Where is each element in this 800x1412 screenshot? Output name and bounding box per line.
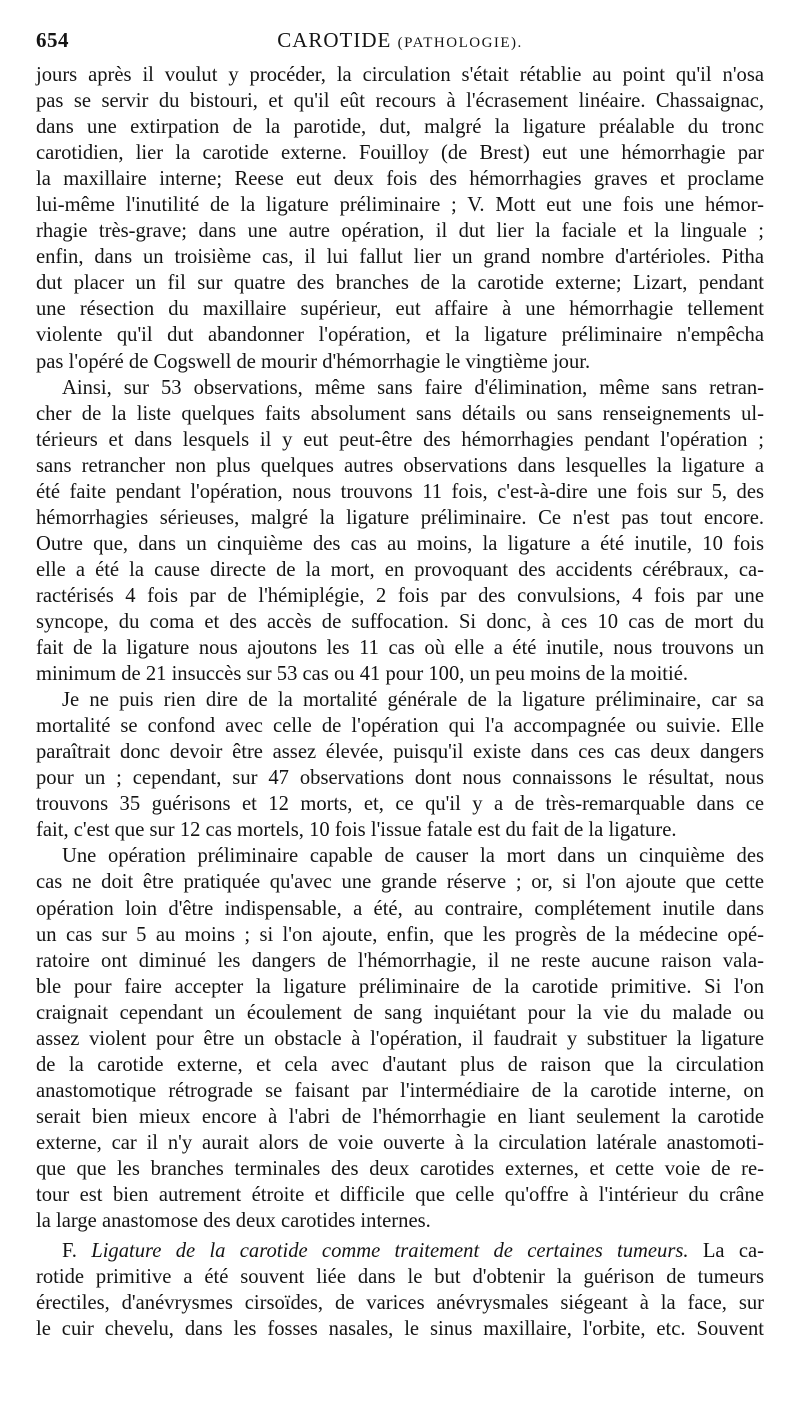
paragraph <box>36 375 764 688</box>
text-line: Une opération préliminaire capable de causer la mort dans un cinquième des <box>62 845 764 868</box>
text-line: pour un ; cependant, sur 47 observations dont nous connaissons le résultat, nous <box>36 767 764 790</box>
text-line: fait de la ligature nous ajoutons les 11 cas où elle a été inutile, nous trouvons un <box>36 637 764 660</box>
text-line: serait bien mieux encore à l'abri de l'hémorrhagie en liant seulement la carotide <box>36 1105 764 1128</box>
section-heading: Ligature de la carotide comme traitement de certaines tumeurs. <box>91 1240 689 1263</box>
text-line: de la carotide externe, et cela avec d'autant plus de raison que la circulation <box>36 1053 764 1076</box>
text-line: ble pour faire accepter la ligature préliminaire de la carotide primitive. Si l'on <box>36 975 764 998</box>
running-title <box>36 28 764 53</box>
paragraph <box>36 62 764 375</box>
text-line: la large anastomose des deux carotides internes. <box>36 1210 431 1233</box>
text-line: elle a été la cause directe de la mort, en provoquant des accidents cérébraux, ca- <box>36 558 764 581</box>
text-line: le cuir chevelu, dans les fosses nasales, le sinus maxillaire, l'orbite, etc. Souvent <box>36 1318 764 1341</box>
text-line: térieurs et dans lesquels il y eut peut-être des hémorrhagies pendant l'opération ; <box>36 428 764 451</box>
section-f <box>36 1238 764 1342</box>
section-first-line-rest: La ca- <box>702 1240 764 1263</box>
paragraph <box>36 843 764 1234</box>
text-line: que que les branches terminales des deux carotides externes, et cette voie de re- <box>36 1157 764 1180</box>
paragraph <box>36 687 764 843</box>
text-line: érectiles, d'anévrysmes cirsoïdes, de varices anévrysmales siégeant à la face, sur <box>36 1292 764 1315</box>
text-line: pas l'opéré de Cogswell de mourir d'hémorrhagie le vingtième jour. <box>36 350 591 373</box>
section-label: F. <box>62 1240 77 1263</box>
text-line: assez violent pour être un obstacle à l'opération, il faudrait y substituer la ligature <box>36 1027 764 1050</box>
text-line: opération loin d'être indispensable, a été, au contraire, complétement inutile dans <box>36 897 764 920</box>
text-line: tour est bien autrement étroite et difficile que celle qu'offre à l'intérieur du crâne <box>36 1184 764 1207</box>
text-line: Outre que, dans un cinquième des cas au moins, la ligature a été inutile, 10 fois <box>36 532 764 555</box>
text-line: sans retrancher non plus quelques autres observations dans lesquelles la ligature a <box>36 454 764 477</box>
text-line: cher de la liste quelques faits absolument sans détails ou sans renseignements ul- <box>36 402 764 425</box>
section-heading-line <box>36 1238 764 1264</box>
text-line: anastomotique rétrograde se faisant par l'intermédiaire de la carotide interne, on <box>36 1079 764 1102</box>
text-line: externe, car il n'y aurait alors de voie ouverte à la circulation latérale anastomoti- <box>36 1131 764 1154</box>
text-line: pas se servir du bistouri, et qu'il eût recours à l'écrasement linéaire. Chassaignac, <box>36 90 764 113</box>
text-line: violente qu'il dut abandonner l'opération, et la ligature préliminaire n'empêcha <box>36 324 764 347</box>
text-line: lui-même l'inutilité de la ligature préliminaire ; V. Mott eut une fois une hémor- <box>36 194 764 217</box>
text-line: rhagie très-grave; dans une autre opération, il dut lier la faciale et la linguale ; <box>36 220 764 243</box>
text-line: été faite pendant l'opération, nous trouvons 11 fois, c'est-à-dire une fois sur 5, des <box>36 480 764 503</box>
text-line: syncope, du coma et des accès de suffocation. Si donc, à ces 10 cas de mort du <box>36 610 764 633</box>
text-line: paraîtrait donc devoir être assez élevée, puisqu'il existe dans ces cas deux dangers <box>36 741 764 764</box>
text-line: cas ne doit être pratiquée qu'avec une grande réserve ; or, si l'on ajoute que cette <box>36 871 764 894</box>
text-line: minimum de 21 insuccès sur 53 cas ou 41 pour 100, un peu moins de la moitié. <box>36 663 689 686</box>
text-line: dans une extirpation de la parotide, dut, malgré la ligature préalable du tronc <box>36 116 764 139</box>
text-line: enfin, dans un troisième cas, il lui fallut lier un grand nombre d'artérioles. Pitha <box>36 246 764 269</box>
page-header <box>36 0 764 62</box>
running-title-subtitle: (PATHOLOGIE). <box>397 35 523 51</box>
running-title-main: CAROTIDE <box>277 28 392 52</box>
text-line: un cas sur 5 au moins ; si l'on ajoute, enfin, que les progrès de la médecine opé- <box>36 923 764 946</box>
text-line: Je ne puis rien dire de la mortalité générale de la ligature préliminaire, car sa <box>62 689 764 712</box>
text-line: ratoire ont diminué les dangers de l'hémorrhagie, il ne reste aucune raison vala- <box>36 949 764 972</box>
text-line: une résection du maxillaire supérieur, eut affaire à une hémorrhagie tellement <box>36 298 764 321</box>
text-line: hémorrhagies sérieuses, malgré la ligature préliminaire. Ce n'est pas tout encore. <box>36 506 764 529</box>
text-line: craignait cependant un écoulement de sang inquiétant pour la vie du malade ou <box>36 1001 764 1024</box>
text-line: carotidien, lier la carotide externe. Fouilloy (de Brest) eut une hémorrhagie par <box>36 142 764 165</box>
text-line: rotide primitive a été souvent liée dans le but d'obtenir la guérison de tumeurs <box>36 1266 764 1289</box>
page-number: 654 <box>36 28 69 52</box>
text-line: mortalité se confond avec celle de l'opération qui l'a accompagnée ou suivie. Elle <box>36 715 764 738</box>
text-line: jours après il voulut y procéder, la circulation s'était rétablie au point qu'il n'osa <box>36 64 764 86</box>
text-line: trouvons 35 guérisons et 12 morts, et, ce qu'il y a de très-remarquable dans ce <box>36 793 764 816</box>
text-line: la maxillaire interne; Reese eut deux fois des hémorrhagies graves et proclame <box>36 168 764 191</box>
body-text <box>36 62 764 1342</box>
text-line: Ainsi, sur 53 observations, même sans faire d'élimination, même sans retran- <box>62 376 764 399</box>
text-line: fait, c'est que sur 12 cas mortels, 10 fois l'issue fatale est du fait de la ligature. <box>36 819 677 842</box>
text-line: dut placer un fil sur quatre des branches de la carotide externe; Lizart, pendant <box>36 272 764 295</box>
text-line: ractérisés 4 fois par de l'hémiplégie, 2 fois par des convulsions, 4 fois par une <box>36 584 764 607</box>
